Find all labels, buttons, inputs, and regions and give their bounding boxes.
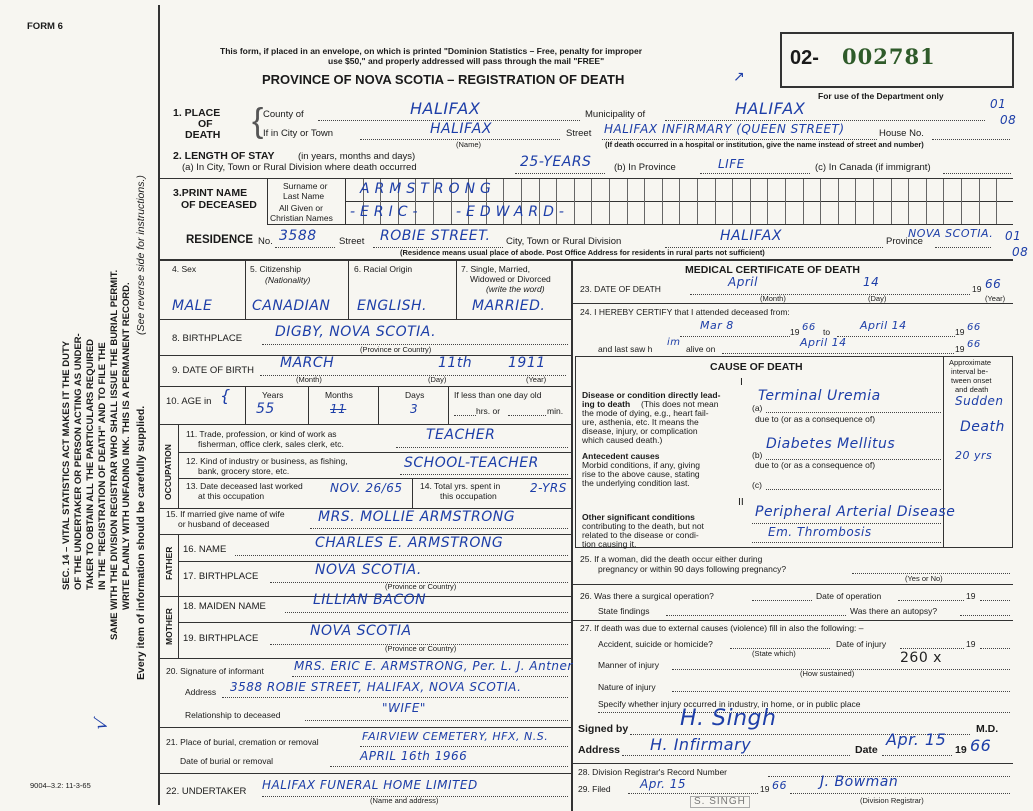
stay-c-label: (c) In Canada (if immigrant): [815, 162, 931, 173]
date-of-injury-label: Date of injury: [836, 639, 887, 649]
specify-label: Specify whether injury occurred in industry, in home, or in public place: [598, 699, 861, 709]
years-label: Years: [262, 390, 284, 400]
name-grid-line: [591, 179, 592, 224]
street-value: HALIFAX INFIRMARY (QUEEN STREET): [604, 122, 845, 136]
dob-label: 9. DATE OF BIRTH: [172, 365, 254, 376]
q25-label-1: 25. If a woman, did the death occur either during: [580, 554, 763, 564]
informant-address: 3588 ROBIE STREET, HALIFAX, NOVA SCOTIA.: [230, 680, 522, 694]
mother-side-label: MOTHER: [164, 608, 174, 645]
age-brace: {: [220, 386, 231, 405]
dept-code-2: 08: [1000, 113, 1017, 127]
q28-label: 28. Division Registrar's Record Number: [578, 767, 728, 777]
q29-year: 66: [772, 779, 787, 792]
other-conditions-1: Peripheral Arterial Disease: [755, 504, 956, 520]
undertaker-value: HALIFAX FUNERAL HOME LIMITED: [262, 778, 478, 792]
given-label-1: All Given or: [279, 203, 323, 213]
side-text-line-1: SEC. 14 – VITAL STATISTICS ACT MAKES IT THE DUTY: [61, 340, 72, 590]
q24-alive-year: 66: [967, 339, 981, 350]
name-grid-line: [715, 179, 716, 224]
other-1: Other significant conditions: [582, 512, 695, 522]
approx-2: interval be-: [951, 367, 989, 376]
residence-no-label: No.: [258, 236, 273, 247]
signed-by-label: Signed by: [578, 723, 629, 735]
stay-label-note: (in years, months and days): [298, 151, 416, 162]
residence-no: 3588: [279, 228, 317, 244]
house-label: House No.: [879, 128, 924, 139]
name-grid-line: [961, 179, 962, 224]
name-grid-line: [908, 179, 909, 224]
stay-a-label: (a) In City, Town or Rural Division where death occurred: [182, 162, 417, 173]
dept-code-1: 01: [990, 97, 1007, 111]
surname-value: ARMSTRONG: [360, 181, 496, 197]
birthplace-value: DIGBY, NOVA SCOTIA.: [275, 324, 437, 340]
name-label-2: OF DECEASED: [181, 199, 257, 211]
given-label-2: Christian Names: [270, 213, 333, 223]
relationship-value: "WIFE": [382, 701, 426, 715]
days-label: Days: [405, 390, 425, 400]
age-months: 11: [330, 402, 347, 416]
dept-code-4: 08: [1012, 245, 1029, 259]
birthplace-caption: (Province or Country): [360, 345, 432, 354]
side-text-line-2: OF THE UNDERTAKER OR PERSON ACTING AS UNDER-: [73, 333, 84, 590]
sex-value: MALE: [172, 298, 213, 314]
date-label: Date: [855, 744, 878, 756]
q24-to-year: 66: [967, 322, 981, 333]
q24-from-year: 66: [802, 322, 816, 333]
form-title: PROVINCE OF NOVA SCOTIA – REGISTRATION OF DEATH: [262, 72, 625, 87]
due-to-1: due to (or as a consequence of): [755, 414, 876, 424]
age-days: 3: [410, 402, 419, 416]
name-grid-line: [750, 179, 751, 224]
name-grid-line: [820, 179, 821, 224]
name-grid-line: [873, 179, 874, 224]
residence-street: ROBIE STREET.: [380, 228, 491, 244]
q24-to-year-pre: 19: [955, 327, 965, 337]
manner-hw: 260 x: [900, 650, 942, 666]
q16-label: 16. NAME: [183, 544, 227, 555]
q24-last-label: and last saw h: [598, 344, 653, 354]
cause-b-value: Diabetes Mellitus: [766, 436, 896, 452]
surname-label-1: Surname or: [283, 181, 328, 191]
q20-label: 20. Signature of informant: [166, 666, 264, 676]
burial-place: FAIRVIEW CEMETERY, HFX, N.S.: [362, 730, 549, 743]
q27-year-pre: 19: [966, 639, 976, 649]
surname-label-2: Last Name: [283, 191, 325, 201]
q23-day: 14: [863, 275, 880, 289]
disease-6: which caused death.): [582, 435, 663, 445]
side-text-line-4: IN THE "REGISTRATION OF DEATH" AND TO FILE THE: [97, 342, 108, 590]
side-text-line-7: Every item of information should be carefully supplied.: [135, 405, 147, 680]
how-sustained-caption: (How sustained): [800, 669, 855, 678]
dob-month: MARCH: [280, 355, 335, 371]
physician-address-label: Address: [578, 744, 621, 756]
disease-2: ing to death: [582, 399, 631, 409]
dob-year-caption: (Year): [526, 375, 547, 384]
name-grid-line: [891, 179, 892, 224]
given-name-1: -ERIC-: [350, 204, 423, 220]
stay-label: 2. LENGTH OF STAY: [173, 150, 275, 162]
disease-5: disease, injury, or complication: [582, 426, 698, 436]
marital-label-1: 7. Single, Married,: [461, 264, 530, 274]
state-which-caption: (State which): [752, 649, 796, 658]
name-grid-line: [732, 179, 733, 224]
md-label: M.D.: [976, 723, 999, 735]
city-caption: (Name): [456, 140, 482, 149]
dob-year: 1911: [508, 355, 546, 371]
side-text-line-6: WRITE PLAINLY WITH UNFADING INK. THIS IS A PERMANENT RECORD.: [121, 282, 132, 610]
side-text-line-8: (See reverse side for instructions.): [135, 175, 147, 335]
sex-label: 4. Sex: [172, 264, 197, 274]
antecedent-2: Morbid conditions, if any, giving: [582, 460, 700, 470]
cause-c-label: (c): [752, 480, 762, 490]
racial-label: 6. Racial Origin: [354, 264, 413, 274]
q24-last-hw: im: [667, 337, 681, 348]
approx-4: and death: [955, 385, 989, 394]
residence-province-label: Province: [886, 236, 923, 247]
envelope-note-2: use $50," and properly addressed will pass through the mail "FREE": [328, 56, 605, 66]
due-to-2: due to (or as a consequence of): [755, 460, 876, 470]
q24-alive-year-pre: 19: [955, 344, 965, 354]
form-code: 9004–3.2: 11-3-65: [30, 781, 91, 790]
occupation-side-label: OCCUPATION: [163, 444, 173, 500]
cause-b-label: (b): [752, 450, 763, 460]
dept-use-label: For use of the Department only: [818, 91, 944, 101]
q23-label: 23. DATE OF DEATH: [580, 284, 661, 294]
name-grid-line: [855, 179, 856, 224]
name-grid-line: [609, 179, 610, 224]
min-label: min.: [547, 406, 564, 416]
relationship-label: Relationship to deceased: [185, 710, 281, 720]
q14-label-1: 14. Total yrs. spent in: [420, 481, 501, 491]
cause-a-interval: Sudden: [955, 394, 1004, 408]
division-registrar-signature: J. Bowman: [820, 774, 899, 790]
q29-date: Apr. 15: [640, 777, 687, 791]
q18-label: 18. MAIDEN NAME: [183, 601, 266, 612]
age-label: 10. AGE in: [166, 396, 212, 407]
disease-1: Disease or condition directly lead-: [582, 390, 721, 400]
months-label: Months: [325, 390, 353, 400]
city-label: If in City or Town: [263, 128, 334, 139]
residence-city: HALIFAX: [720, 228, 782, 244]
form-number: FORM 6: [27, 21, 63, 32]
accident-label: Accident, suicide or homicide?: [598, 639, 713, 649]
q13-label-1: 13. Date deceased last worked: [186, 481, 303, 491]
q14-value: 2-YRS: [530, 481, 567, 495]
name-grid-line: [996, 179, 997, 224]
name-grid-line: [627, 179, 628, 224]
q11-label-1: 11. Trade, profession, or kind of work as: [186, 429, 337, 439]
reg-number: 002781: [842, 44, 936, 69]
q25-label-2: pregnancy or within 90 days following pregnancy?: [598, 564, 787, 574]
racial-value: ENGLISH.: [357, 298, 427, 314]
q11-label-2: fisherman, office clerk, sales clerk, etc.: [198, 439, 344, 449]
place-label-3: DEATH: [185, 129, 221, 141]
disease-3: the mode of dying, e.g., heart fail-: [582, 408, 709, 418]
q26-op-date-label: Date of operation: [816, 591, 882, 601]
roman-two: II: [738, 496, 744, 508]
nature-label: Nature of injury: [598, 682, 656, 692]
q24-from: Mar 8: [700, 319, 734, 332]
q17-value: NOVA SCOTIA.: [315, 562, 422, 578]
q17-label: 17. BIRTHPLACE: [183, 571, 259, 582]
physician-address: H. Infirmary: [650, 735, 752, 754]
q19-caption: (Province or Country): [385, 644, 457, 653]
antecedent-1: Antecedent causes: [582, 451, 660, 461]
citizenship-note: (Nationality): [265, 275, 311, 285]
q24-from-year-pre: 19: [790, 327, 800, 337]
manner-label: Manner of injury: [598, 660, 659, 670]
q15-value: MRS. MOLLIE ARMSTRONG: [318, 509, 516, 525]
q18-value: LILLIAN BACON: [313, 592, 427, 608]
name-grid-line: [679, 179, 680, 224]
q26-label: 26. Was there a surgical operation?: [580, 591, 714, 601]
cause-a-label: (a): [752, 403, 763, 413]
side-text-line-3: TAKER TO OBTAIN ALL THE PARTICULARS REQUIRED: [85, 338, 96, 590]
check-mark: √: [89, 715, 114, 733]
side-text-line-5: SAME WITH THE DIVISION REGISTRAR WHO SHALL ISSUE THE BURIAL PERMIT.: [109, 269, 120, 640]
citizenship-label: 5. Citizenship: [250, 264, 302, 274]
q23-year-caption: (Year): [985, 294, 1006, 303]
arrow-mark: ↗: [733, 69, 746, 85]
q23-day-caption: (Day): [868, 294, 887, 303]
name-grid-line: [662, 179, 663, 224]
marital-label-2: Widowed or Divorced: [470, 274, 551, 284]
county-value: HALIFAX: [410, 99, 481, 118]
dob-day: 11th: [438, 355, 473, 371]
q24-to: April 14: [860, 319, 907, 332]
q13-value: NOV. 26/65: [330, 481, 403, 495]
q13-label-2: at this occupation: [198, 491, 265, 501]
other-4: tion causing it.: [582, 539, 637, 549]
q19-value: NOVA SCOTIA: [310, 623, 412, 639]
place-label-2: OF: [198, 118, 213, 130]
birthplace-label: 8. BIRTHPLACE: [172, 333, 243, 344]
place-label-1: 1. PLACE: [173, 107, 221, 119]
q24-label: 24. I HEREBY CERTIFY that I attended deceased from:: [580, 307, 790, 317]
q24-alive-date: April 14: [800, 336, 847, 349]
q23-month: April: [728, 275, 758, 289]
signed-year-pre: 19: [955, 744, 967, 756]
approx-3: tween onset: [951, 376, 992, 385]
residence-street-label: Street: [339, 236, 365, 247]
q12-value: SCHOOL-TEACHER: [404, 455, 539, 471]
q17-caption: (Province or Country): [385, 582, 457, 591]
approx-1: Approximate: [949, 358, 992, 367]
residence-province: NOVA SCOTIA.: [908, 227, 994, 240]
name-grid-line: [574, 179, 575, 224]
residence-label: RESIDENCE: [186, 234, 254, 246]
burial-date-label: Date of burial or removal: [180, 756, 274, 766]
name-label-1: 3.PRINT NAME: [173, 187, 248, 199]
cause-a-value: Terminal Uremia: [758, 388, 881, 404]
signer-stamp: S. SINGH: [690, 796, 750, 808]
physician-signature: H. Singh: [680, 706, 777, 731]
name-grid-line: [767, 179, 768, 224]
disease-4: ure, asthenia, etc. It means the: [582, 417, 699, 427]
stay-b-value: LIFE: [718, 157, 745, 171]
name-grid-line: [943, 179, 944, 224]
given-name-2: -EDWARD-: [456, 204, 569, 220]
other-2: contributing to the death, but not: [582, 521, 704, 531]
name-grid-line: [838, 179, 839, 224]
stay-a-value: 25-YEARS: [520, 154, 592, 170]
dob-day-caption: (Day): [428, 375, 447, 384]
name-grid-line: [979, 179, 980, 224]
q24-alive-label: alive on: [686, 344, 716, 354]
q15-label-2: or husband of deceased: [178, 519, 270, 529]
reg-prefix: 02-: [790, 47, 819, 69]
name-grid-line: [644, 179, 645, 224]
father-side-label: FATHER: [164, 546, 174, 580]
q11-value: TEACHER: [426, 427, 496, 443]
dept-code-3: 01: [1005, 229, 1022, 243]
residence-city-label: City, Town or Rural Division: [506, 236, 622, 247]
name-grid-line: [785, 179, 786, 224]
municipality-value: HALIFAX: [735, 99, 806, 118]
q27-label: 27. If death was due to external causes (violence) fill in also the following: –: [580, 623, 864, 633]
less-than-day-label: If less than one day old: [454, 390, 542, 400]
q22-label: 22. UNDERTAKER: [166, 786, 247, 797]
place-note: (If death occurred in a hospital or institution, give the name instead of street and number): [605, 140, 924, 149]
cause-b-interval-2: 20 yrs: [955, 449, 993, 462]
antecedent-3: rise to the above cause, stating: [582, 469, 700, 479]
name-grid-line: [926, 179, 927, 224]
burial-date: APRIL 16th 1966: [360, 749, 468, 763]
marital-label-3: (write the word): [486, 284, 545, 294]
medical-title: MEDICAL CERTIFICATE OF DEATH: [685, 264, 860, 276]
hrs-label: hrs. or: [476, 406, 501, 416]
q12-label-1: 12. Kind of industry or business, as fishing,: [186, 456, 348, 466]
q14-label-2: this occupation: [440, 491, 497, 501]
citizenship-value: CANADIAN: [252, 298, 331, 314]
other-3: related to the disease or condi-: [582, 530, 699, 540]
q19-label: 19. BIRTHPLACE: [183, 633, 259, 644]
q26-year-pre: 19: [966, 591, 976, 601]
cause-title: CAUSE OF DEATH: [710, 361, 803, 373]
street-label: Street: [566, 128, 592, 139]
name-grid-line: [697, 179, 698, 224]
registration-number-box: [780, 32, 1014, 88]
dob-month-caption: (Month): [296, 375, 322, 384]
q26-findings-label: State findings: [598, 606, 650, 616]
q29-label: 29. Filed: [578, 784, 611, 794]
other-conditions-2: Em. Thrombosis: [768, 525, 872, 539]
city-value: HALIFAX: [430, 121, 492, 137]
division-registrar-caption: (Division Registrar): [860, 796, 924, 805]
informant-address-label: Address: [185, 687, 217, 697]
informant-signature: MRS. ERIC E. ARMSTRONG, Per. L. J. Antner: [294, 659, 573, 673]
q21-label: 21. Place of burial, cremation or removal: [166, 737, 319, 747]
name-grid-line: [803, 179, 804, 224]
county-label: County of: [263, 109, 304, 120]
signed-year: 66: [970, 736, 992, 755]
marital-value: MARRIED.: [472, 298, 546, 314]
q26-autopsy-label: Was there an autopsy?: [850, 606, 938, 616]
stay-b-label: (b) In Province: [614, 162, 676, 173]
roman-one: I: [740, 376, 743, 388]
signed-date: Apr. 15: [886, 730, 947, 749]
envelope-note-1: This form, if placed in an envelope, on which is printed "Dominion Statistics – Free, penalty for improper: [220, 46, 643, 56]
q23-year-pre: 19: [972, 284, 982, 294]
q15-label-1: 15. If married give name of wife: [166, 509, 285, 519]
q23-year: 66: [985, 277, 1002, 291]
disease-2b: (This does not mean: [641, 399, 719, 409]
yes-no-caption: (Yes or No): [905, 574, 943, 583]
undertaker-caption: (Name and address): [370, 796, 439, 805]
age-years: 55: [256, 401, 275, 417]
municipality-label: Municipality of: [585, 109, 646, 120]
q24-to-label: to: [823, 327, 831, 337]
q16-value: CHARLES E. ARMSTRONG: [315, 535, 504, 551]
residence-note: (Residence means usual place of abode. Post Office Address for residents in rural parts not sufficient): [400, 248, 765, 257]
antecedent-4: the underlying condition last.: [582, 478, 690, 488]
q23-month-caption: (Month): [760, 294, 786, 303]
q29-year-pre: 19: [760, 784, 770, 794]
q12-label-2: bank, grocery store, etc.: [198, 466, 290, 476]
cause-b-interval: Death: [960, 419, 1005, 435]
